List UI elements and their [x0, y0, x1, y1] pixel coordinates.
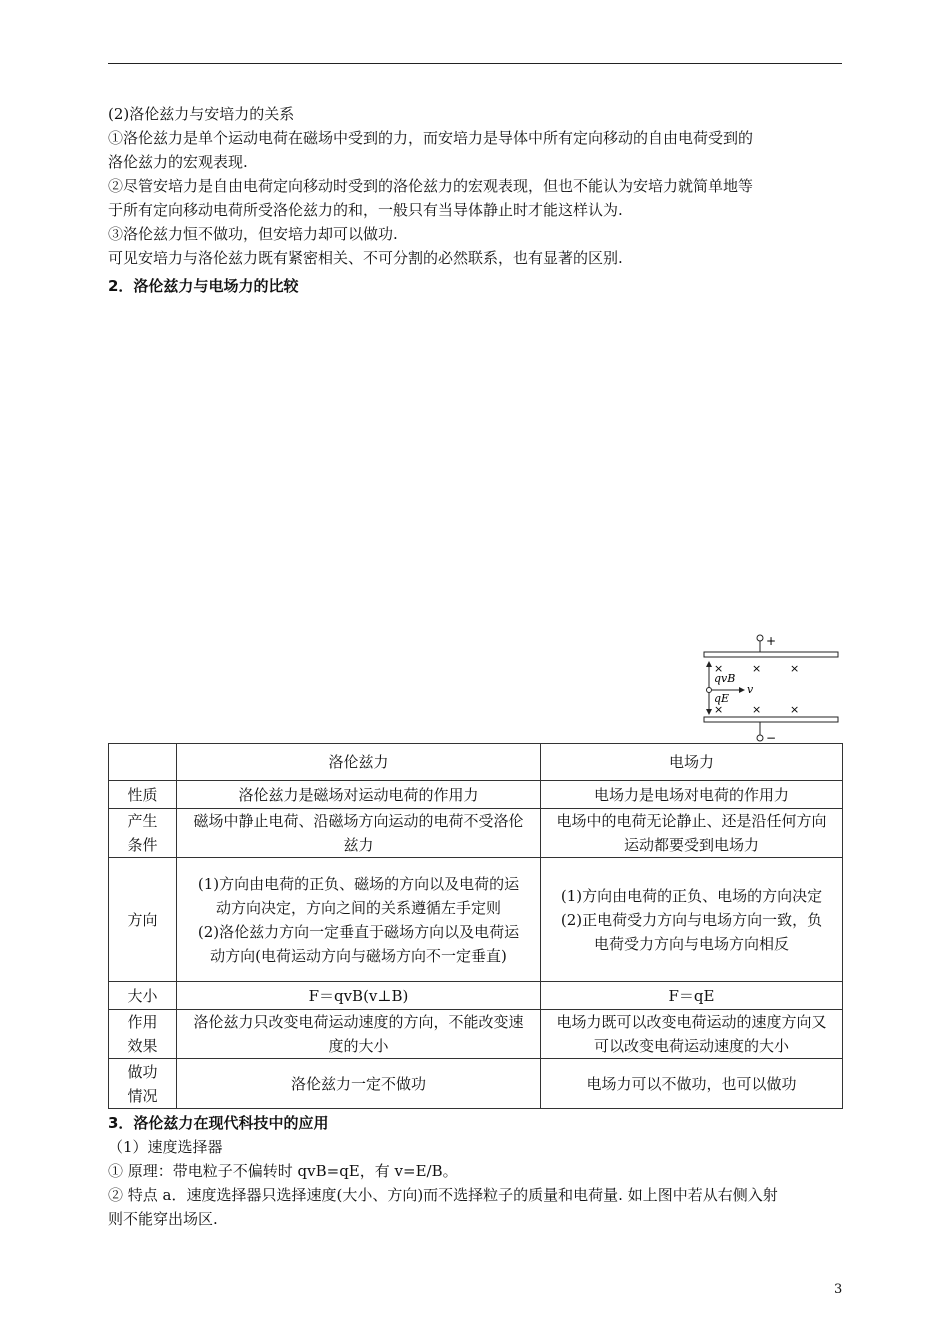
- paragraph-line: ②尽管安培力是自由电荷定向移动时受到的洛伦兹力的宏观表现，但也不能认为安培力就简单地等: [108, 177, 754, 195]
- paragraph-line: ② 特点 a．速度选择器只选择速度(大小、方向)而不选择粒子的质量和电荷量. 如上图中若从右侧入射: [108, 1186, 778, 1204]
- electric-cell: 电场力可以不做功，也可以做功: [541, 1059, 843, 1109]
- page-number: 3: [834, 1282, 843, 1297]
- lorentz-cell: 洛伦兹力是磁场对运动电荷的作用力: [177, 781, 541, 809]
- paragraph-line: 则不能穿出场区.: [108, 1210, 218, 1228]
- field-cross: ×: [714, 703, 724, 716]
- row-label: 做功 情况: [109, 1059, 177, 1109]
- paragraph-line: ①洛伦兹力是单个运动电荷在磁场中受到的力，而安培力是导体中所有定向移动的自由电荷受到的: [108, 129, 754, 147]
- comparison-table: [108, 743, 843, 1109]
- field-cross: ×: [752, 662, 762, 675]
- electric-cell: 电场中的电荷无论静止、还是沿任何方向 运动都要受到电场力: [541, 809, 843, 858]
- qvb-label: qvB: [714, 672, 736, 685]
- lorentz-cell: 洛伦兹力只改变电荷运动速度的方向，不能改变速 度的大小: [177, 1010, 541, 1059]
- qe-label: qE: [714, 692, 730, 705]
- table-row: [109, 809, 843, 858]
- lorentz-cell: 洛伦兹力一定不做功: [177, 1059, 541, 1109]
- minus-sign: −: [766, 731, 777, 744]
- row-label: 方向: [109, 858, 177, 982]
- header-rule: [108, 63, 842, 64]
- field-cross: ×: [752, 703, 762, 716]
- paragraph-line: 于所有定向移动电荷所受洛伦兹力的和，一般只有当导体静止时才能这样认为.: [108, 201, 623, 219]
- section3-heading: 3．洛伦兹力在现代科技中的应用: [108, 1114, 329, 1132]
- lorentz-cell: 磁场中静止电荷、沿磁场方向运动的电荷不受洛伦 兹力: [177, 809, 541, 858]
- velocity-selector-diagram: [700, 632, 842, 744]
- header-cell: 洛伦兹力: [177, 744, 541, 781]
- header-cell: 电场力: [541, 744, 843, 781]
- electric-cell: 电场力既可以改变电荷运动的速度方向又 可以改变电荷运动速度的大小: [541, 1010, 843, 1059]
- section2-heading: 2．洛伦兹力与电场力的比较: [108, 277, 299, 295]
- charged-particle: [707, 688, 712, 693]
- field-cross: ×: [790, 703, 800, 716]
- table-row: [109, 858, 843, 982]
- paragraph-line: 可见安培力与洛伦兹力既有紧密相关、不可分割的必然联系，也有显著的区别.: [108, 249, 623, 267]
- table-row: [109, 1059, 843, 1109]
- paragraph-line: ③洛伦兹力恒不做功，但安培力却可以做功.: [108, 225, 398, 243]
- negative-terminal: [757, 735, 763, 741]
- field-cross: ×: [714, 662, 724, 675]
- positive-terminal: [757, 635, 763, 641]
- plus-sign: +: [766, 634, 777, 648]
- paragraph-line: （1）速度选择器: [108, 1138, 223, 1156]
- header-cell: [109, 744, 177, 781]
- electric-cell: (1)方向由电荷的正负、电场的方向决定 (2)正电荷受力方向与电场方向一致，负 电荷受力方向与电场方向相反: [541, 858, 843, 982]
- row-label: 性质: [109, 781, 177, 809]
- row-label: 产生 条件: [109, 809, 177, 858]
- lorentz-cell: F＝qvB(v⊥B): [177, 982, 541, 1010]
- table-row: [109, 982, 843, 1010]
- lorentz-cell: (1)方向由电荷的正负、磁场的方向以及电荷的运 动方向决定，方向之间的关系遵循左手定则 (2)洛伦兹力方向一定垂直于磁场方向以及电荷运 动方向(电荷运动方向与磁场方向不一定垂直): [177, 858, 541, 982]
- row-label: 作用 效果: [109, 1010, 177, 1059]
- row-label: 大小: [109, 982, 177, 1010]
- section1-heading: (2)洛伦兹力与安培力的关系: [108, 105, 295, 123]
- bottom-plate: [704, 717, 838, 722]
- field-cross: ×: [790, 662, 800, 675]
- paragraph-line: 洛伦兹力的宏观表现.: [108, 153, 248, 171]
- table-row: [109, 1010, 843, 1059]
- paragraph-line: ① 原理：带电粒子不偏转时 qvB=qE，有 v=E/B。: [108, 1162, 458, 1180]
- electric-cell: F＝qE: [541, 982, 843, 1010]
- table-row: [109, 781, 843, 809]
- top-plate: [704, 652, 838, 657]
- electric-cell: 电场力是电场对电荷的作用力: [541, 781, 843, 809]
- table-header-row: [109, 744, 843, 781]
- v-label: v: [747, 683, 754, 696]
